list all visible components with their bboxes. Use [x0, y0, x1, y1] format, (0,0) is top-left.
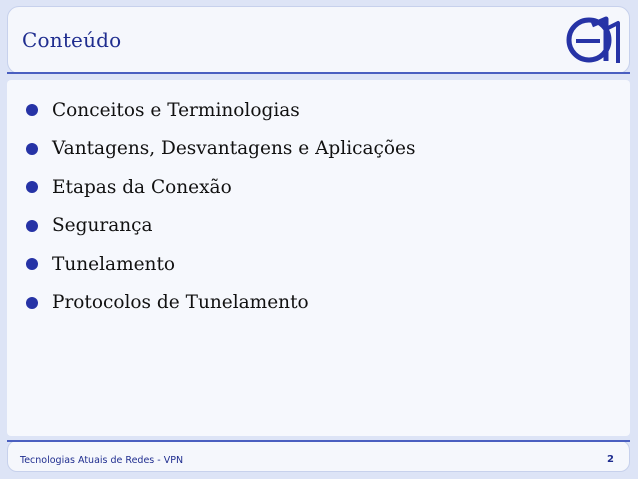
bullet-dot-icon	[26, 297, 38, 309]
bullet-dot-icon	[26, 104, 38, 116]
bullet-text: Etapas da Conexão	[52, 176, 232, 198]
bullet-text: Segurança	[52, 215, 153, 237]
bullet-dot-icon	[26, 181, 38, 193]
header-divider	[7, 72, 630, 74]
bullet-item	[26, 130, 415, 169]
institution-logo-icon	[562, 11, 624, 69]
bullet-item	[26, 284, 415, 323]
footer-divider	[7, 440, 630, 442]
bullet-dot-icon	[26, 258, 38, 270]
bullet-text: Conceitos e Terminologias	[52, 99, 300, 121]
bullet-text: Protocolos de Tunelamento	[52, 292, 309, 314]
slide-title: Conteúdo	[22, 28, 122, 52]
bullet-text: Vantagens, Desvantagens e Aplicações	[52, 138, 416, 160]
bullet-item	[26, 91, 415, 130]
bullet-item	[26, 168, 415, 207]
bullet-text: Tunelamento	[52, 253, 176, 275]
bullet-dot-icon	[26, 143, 38, 155]
page-number: 2	[607, 454, 614, 465]
footer-course-title: Tecnologias Atuais de Redes - VPN	[20, 455, 184, 466]
bullet-dot-icon	[26, 220, 38, 232]
bullet-list	[26, 91, 415, 322]
bullet-item	[26, 245, 415, 284]
bullet-item	[26, 207, 415, 246]
